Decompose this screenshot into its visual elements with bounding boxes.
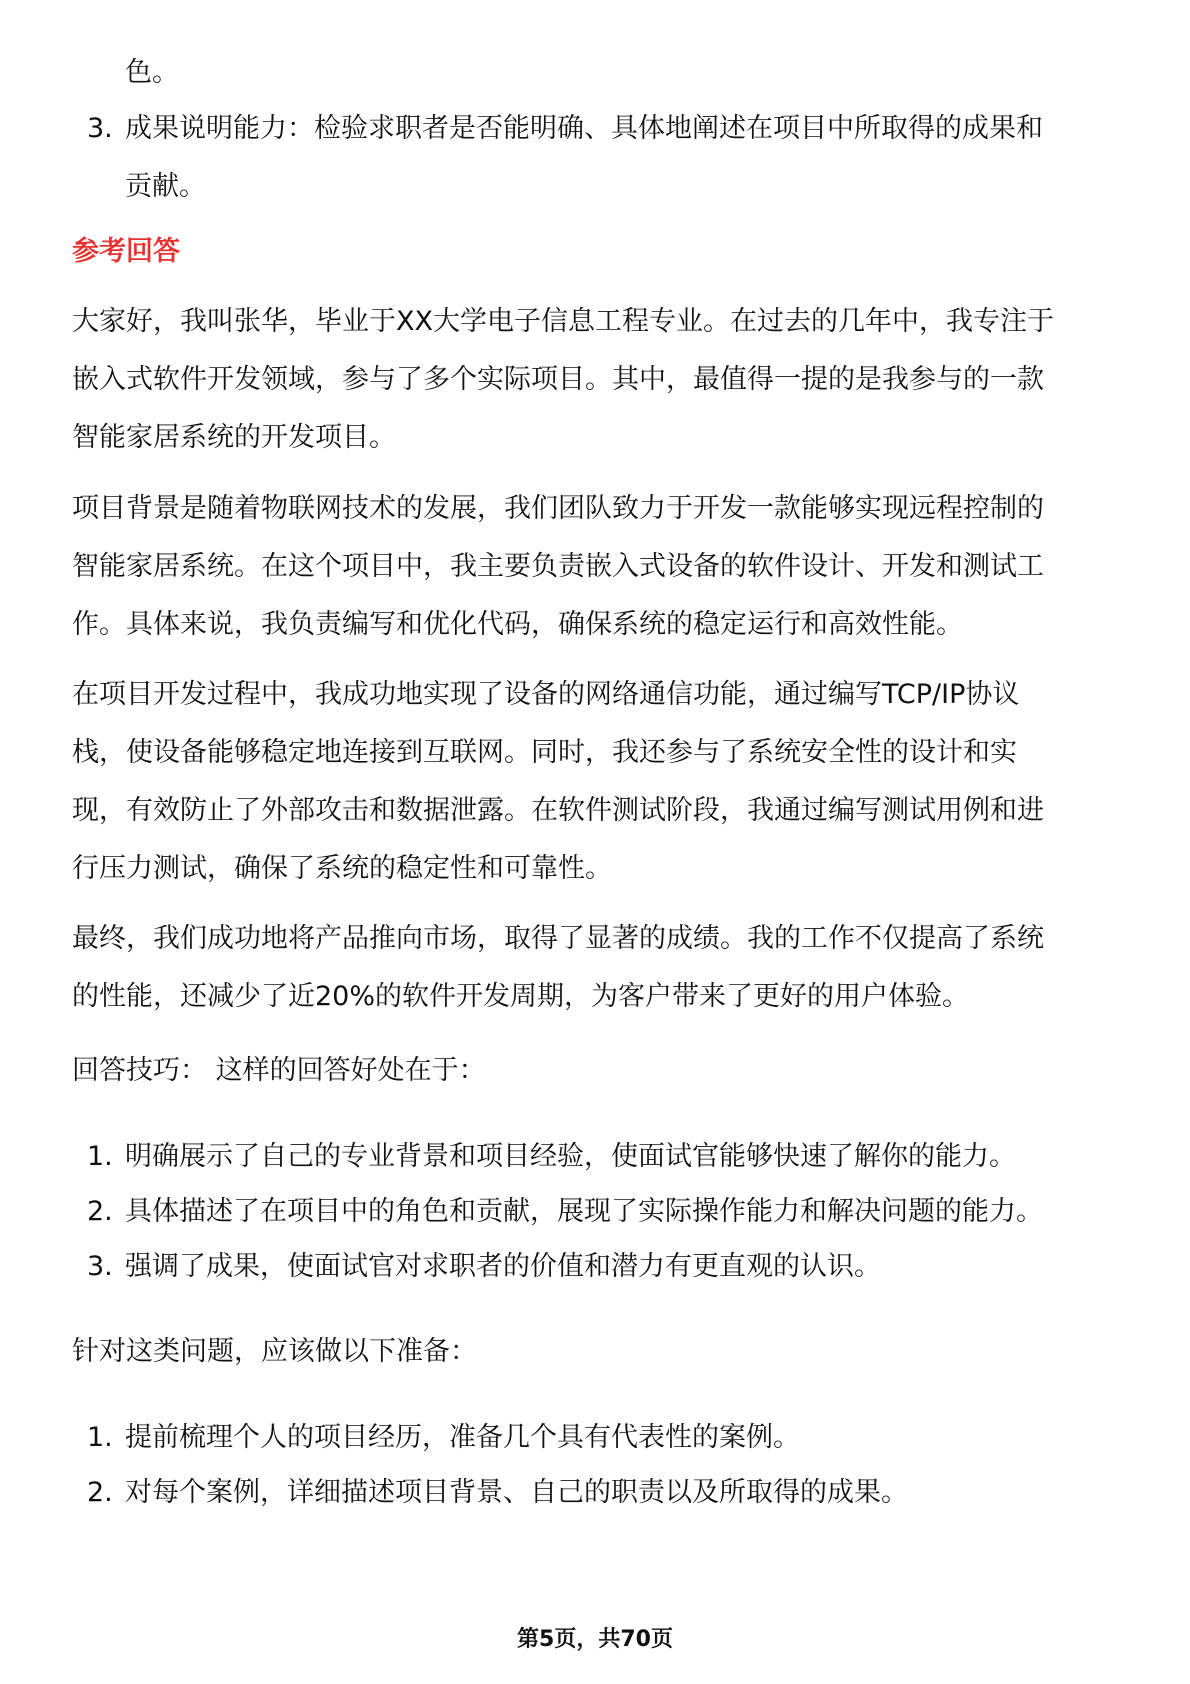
list-number: 2. — [87, 1196, 113, 1227]
paragraph-line: 智能家居系统。在这个项目中，我主要负责嵌入式设备的软件设计、开发和测试工 — [72, 551, 1044, 582]
prep-intro: 针对这类问题，应该做以下准备： — [72, 1336, 477, 1367]
paragraph-line: 大家好，我叫张华，毕业于XX大学电子信息工程专业。在过去的几年中，我专注于 — [72, 306, 1054, 337]
paragraph-line: 在项目开发过程中，我成功地实现了设备的网络通信功能，通过编写TCP/IP协议 — [72, 679, 1020, 710]
paragraph-line: 行压力测试，确保了系统的稳定性和可靠性。 — [72, 853, 612, 884]
paragraph-line: 作。具体来说，我负责编写和优化代码，确保系统的稳定运行和高效性能。 — [72, 609, 963, 640]
list-text: 强调了成果，使面试官对求职者的价值和潜力有更直观的认识。 — [125, 1251, 881, 1282]
paragraph-result — [72, 910, 1118, 1026]
list-number: 1. — [87, 1422, 113, 1453]
paragraph-line: 项目背景是随着物联网技术的发展，我们团队致力于开发一款能够实现远程控制的 — [72, 493, 1044, 524]
list-text: 明确展示了自己的专业背景和项目经验，使面试官能够快速了解你的能力。 — [125, 1141, 1016, 1172]
reference-answer-heading: 参考回答 — [72, 236, 180, 267]
list-text-line: 贡献。 — [125, 171, 206, 202]
paragraph-line: 现，有效防止了外部攻击和数据泄露。在软件测试阶段，我通过编写测试用例和进 — [72, 795, 1044, 826]
paragraph-line: 嵌入式软件开发领域，参与了多个实际项目。其中，最值得一提的是我参与的一款 — [72, 364, 1044, 395]
list-text: 提前梳理个人的项目经历，准备几个具有代表性的案例。 — [125, 1422, 800, 1453]
paragraph-line: 的性能，还减少了近20%的软件开发周期，为客户带来了更好的用户体验。 — [72, 981, 970, 1012]
continuation-text: 色。 — [125, 57, 179, 88]
paragraph-intro — [72, 293, 1118, 467]
list-text: 对每个案例，详细描述项目背景、自己的职责以及所取得的成果。 — [125, 1477, 908, 1508]
paragraph-line: 栈，使设备能够稳定地连接到互联网。同时，我还参与了系统安全性的设计和实 — [72, 737, 1017, 768]
list-number: 2. — [87, 1477, 113, 1508]
list-number: 3. — [87, 113, 113, 144]
list-text-line: 成果说明能力：检验求职者是否能明确、具体地阐述在项目中所取得的成果和 — [125, 113, 1043, 144]
list-text: 具体描述了在项目中的角色和贡献，展现了实际操作能力和解决问题的能力。 — [125, 1196, 1043, 1227]
page-number-footer: 第5页，共70页 — [517, 1627, 673, 1652]
list-number: 1. — [87, 1141, 113, 1172]
paragraph-development — [72, 666, 1118, 898]
paragraph-background — [72, 480, 1118, 654]
list-number: 3. — [87, 1251, 113, 1282]
tips-intro: 回答技巧： 这样的回答好处在于： — [72, 1055, 486, 1086]
list-text — [125, 100, 1118, 216]
paragraph-line: 智能家居系统的开发项目。 — [72, 422, 396, 453]
paragraph-line: 最终，我们成功地将产品推向市场，取得了显著的成绩。我的工作不仅提高了系统 — [72, 923, 1044, 954]
